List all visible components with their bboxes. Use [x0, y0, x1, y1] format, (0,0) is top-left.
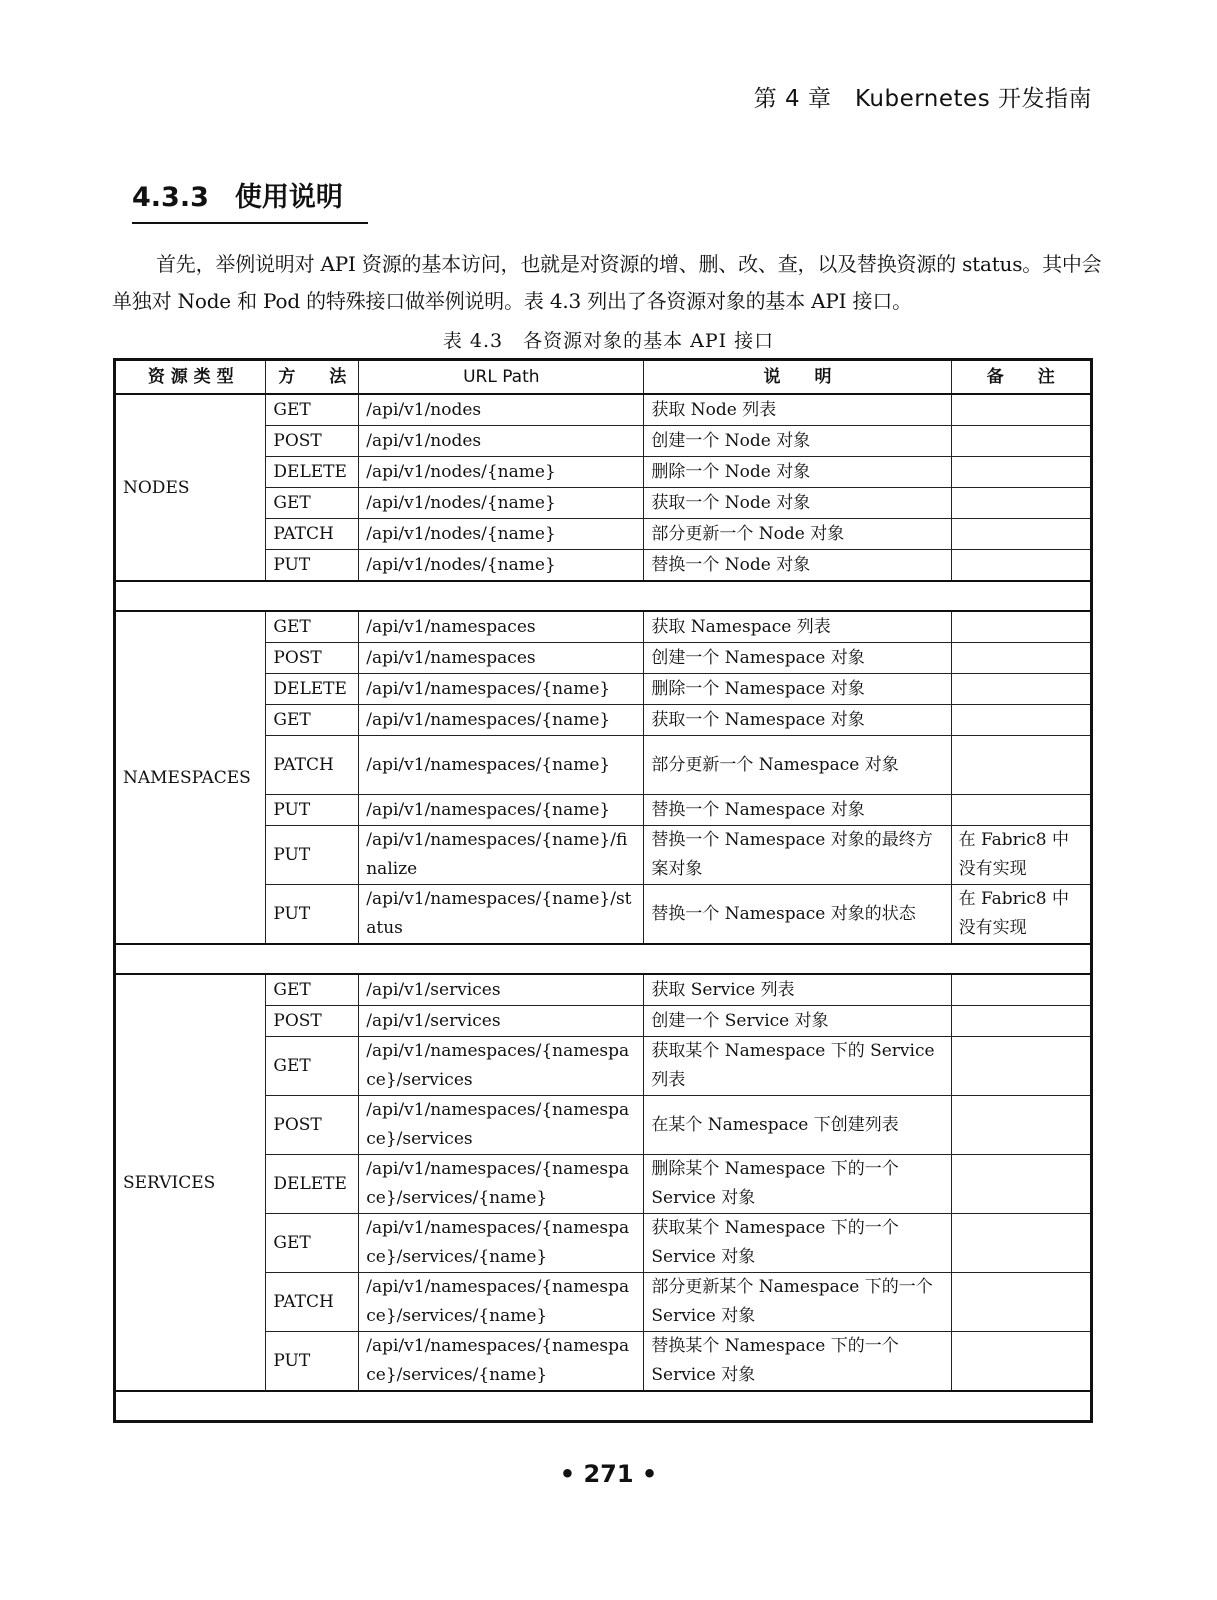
section-title	[132, 175, 368, 224]
note-cell	[951, 457, 1091, 488]
note-cell	[951, 488, 1091, 519]
desc-cell: 获取一个 Namespace 对象	[644, 705, 951, 736]
separator-cell	[115, 944, 1092, 974]
method-cell: GET	[266, 394, 359, 426]
table-row	[115, 611, 1092, 643]
url-cell: /api/v1/namespaces/{name}	[359, 705, 644, 736]
table-body	[115, 394, 1092, 1422]
url-cell: /api/v1/namespaces/{name}	[359, 674, 644, 705]
header-method: 方 法	[266, 360, 359, 395]
note-cell: 在 Fabric8 中没有实现	[951, 826, 1091, 885]
desc-cell: 创建一个 Service 对象	[644, 1006, 951, 1037]
url-cell: /api/v1/namespaces	[359, 611, 644, 643]
method-cell: POST	[266, 1096, 359, 1155]
url-cell: /api/v1/nodes	[359, 426, 644, 457]
separator-cell	[115, 1391, 1092, 1422]
note-cell	[951, 611, 1091, 643]
desc-cell: 创建一个 Namespace 对象	[644, 643, 951, 674]
resource-type-cell: NODES	[115, 394, 266, 581]
desc-cell: 替换一个 Namespace 对象的状态	[644, 885, 951, 945]
note-cell	[951, 1037, 1091, 1096]
url-cell: /api/v1/namespaces/{namespace}/services	[359, 1037, 644, 1096]
desc-cell: 替换某个 Namespace 下的一个 Service 对象	[644, 1332, 951, 1392]
url-cell: /api/v1/nodes	[359, 394, 644, 426]
table-row	[115, 394, 1092, 426]
method-cell: PUT	[266, 885, 359, 945]
desc-cell: 获取 Service 列表	[644, 974, 951, 1006]
method-cell: PUT	[266, 795, 359, 826]
desc-cell: 获取一个 Node 对象	[644, 488, 951, 519]
url-cell: /api/v1/namespaces/{namespace}/services/{name}	[359, 1332, 644, 1392]
separator-cell	[115, 581, 1092, 611]
method-cell: GET	[266, 1037, 359, 1096]
note-cell	[951, 394, 1091, 426]
method-cell: PATCH	[266, 519, 359, 550]
note-cell	[951, 1214, 1091, 1273]
group-separator	[115, 581, 1092, 611]
url-cell: /api/v1/services	[359, 1006, 644, 1037]
note-cell: 在 Fabric8 中没有实现	[951, 885, 1091, 945]
desc-cell: 获取某个 Namespace 下的一个 Service 对象	[644, 1214, 951, 1273]
desc-cell: 替换一个 Namespace 对象	[644, 795, 951, 826]
header-note: 备 注	[951, 360, 1091, 395]
url-cell: /api/v1/namespaces/{name}/finalize	[359, 826, 644, 885]
group-separator	[115, 944, 1092, 974]
page-number: • 271 •	[559, 1460, 658, 1488]
note-cell	[951, 736, 1091, 795]
url-cell: /api/v1/namespaces/{name}/status	[359, 885, 644, 945]
url-cell: /api/v1/namespaces/{namespace}/services/{name}	[359, 1155, 644, 1214]
url-cell: /api/v1/namespaces/{namespace}/services/{name}	[359, 1273, 644, 1332]
section-number: 4.3.3	[132, 182, 209, 213]
note-cell	[951, 1273, 1091, 1332]
desc-cell: 部分更新某个 Namespace 下的一个 Service 对象	[644, 1273, 951, 1332]
api-table	[113, 358, 1093, 1423]
method-cell: DELETE	[266, 674, 359, 705]
url-cell: /api/v1/namespaces	[359, 643, 644, 674]
desc-cell: 获取某个 Namespace 下的 Service 列表	[644, 1037, 951, 1096]
table-header-row	[115, 360, 1092, 395]
desc-cell: 删除一个 Node 对象	[644, 457, 951, 488]
method-cell: PATCH	[266, 1273, 359, 1332]
note-cell	[951, 1155, 1091, 1214]
method-cell: PUT	[266, 826, 359, 885]
url-cell: /api/v1/nodes/{name}	[359, 488, 644, 519]
url-cell: /api/v1/nodes/{name}	[359, 550, 644, 582]
desc-cell: 删除某个 Namespace 下的一个 Service 对象	[644, 1155, 951, 1214]
desc-cell: 部分更新一个 Namespace 对象	[644, 736, 951, 795]
method-cell: GET	[266, 705, 359, 736]
url-cell: /api/v1/namespaces/{namespace}/services	[359, 1096, 644, 1155]
group-separator	[115, 1391, 1092, 1422]
intro-paragraph: 首先，举例说明对 API 资源的基本访问，也就是对资源的增、删、改、查，以及替换资源的 status。其中会单独对 Node 和 Pod 的特殊接口做举例说明。表 4.3 列出了各资源对象的基本 API 接口。	[112, 252, 1102, 313]
resource-type-cell: NAMESPACES	[115, 611, 266, 944]
desc-cell: 替换一个 Node 对象	[644, 550, 951, 582]
header-url: URL Path	[359, 360, 644, 395]
note-cell	[951, 674, 1091, 705]
note-cell	[951, 426, 1091, 457]
method-cell: GET	[266, 1214, 359, 1273]
desc-cell: 获取 Namespace 列表	[644, 611, 951, 643]
url-cell: /api/v1/namespaces/{name}	[359, 736, 644, 795]
method-cell: PUT	[266, 550, 359, 582]
desc-cell: 在某个 Namespace 下创建列表	[644, 1096, 951, 1155]
table-row	[115, 974, 1092, 1006]
section-title-text: 使用说明	[234, 182, 343, 213]
header-desc: 说 明	[644, 360, 951, 395]
note-cell	[951, 1096, 1091, 1155]
resource-type-cell: SERVICES	[115, 974, 266, 1391]
url-cell: /api/v1/nodes/{name}	[359, 519, 644, 550]
header-resource: 资 源 类 型	[115, 360, 266, 395]
note-cell	[951, 643, 1091, 674]
method-cell: PUT	[266, 1332, 359, 1392]
table-caption: 表 4.3 各资源对象的基本 API 接口	[442, 330, 775, 352]
desc-cell: 部分更新一个 Node 对象	[644, 519, 951, 550]
method-cell: GET	[266, 488, 359, 519]
note-cell	[951, 1332, 1091, 1392]
url-cell: /api/v1/namespaces/{name}	[359, 795, 644, 826]
note-cell	[951, 519, 1091, 550]
note-cell	[951, 795, 1091, 826]
method-cell: POST	[266, 643, 359, 674]
desc-cell: 删除一个 Namespace 对象	[644, 674, 951, 705]
method-cell: DELETE	[266, 1155, 359, 1214]
note-cell	[951, 550, 1091, 582]
note-cell	[951, 705, 1091, 736]
url-cell: /api/v1/nodes/{name}	[359, 457, 644, 488]
url-cell: /api/v1/namespaces/{namespace}/services/{name}	[359, 1214, 644, 1273]
method-cell: POST	[266, 1006, 359, 1037]
method-cell: POST	[266, 426, 359, 457]
desc-cell: 获取 Node 列表	[644, 394, 951, 426]
method-cell: GET	[266, 611, 359, 643]
method-cell: PATCH	[266, 736, 359, 795]
desc-cell: 创建一个 Node 对象	[644, 426, 951, 457]
method-cell: DELETE	[266, 457, 359, 488]
url-cell: /api/v1/services	[359, 974, 644, 1006]
running-header: 第 4 章 Kubernetes 开发指南	[753, 86, 1092, 112]
note-cell	[951, 974, 1091, 1006]
desc-cell: 替换一个 Namespace 对象的最终方案对象	[644, 826, 951, 885]
note-cell	[951, 1006, 1091, 1037]
method-cell: GET	[266, 974, 359, 1006]
